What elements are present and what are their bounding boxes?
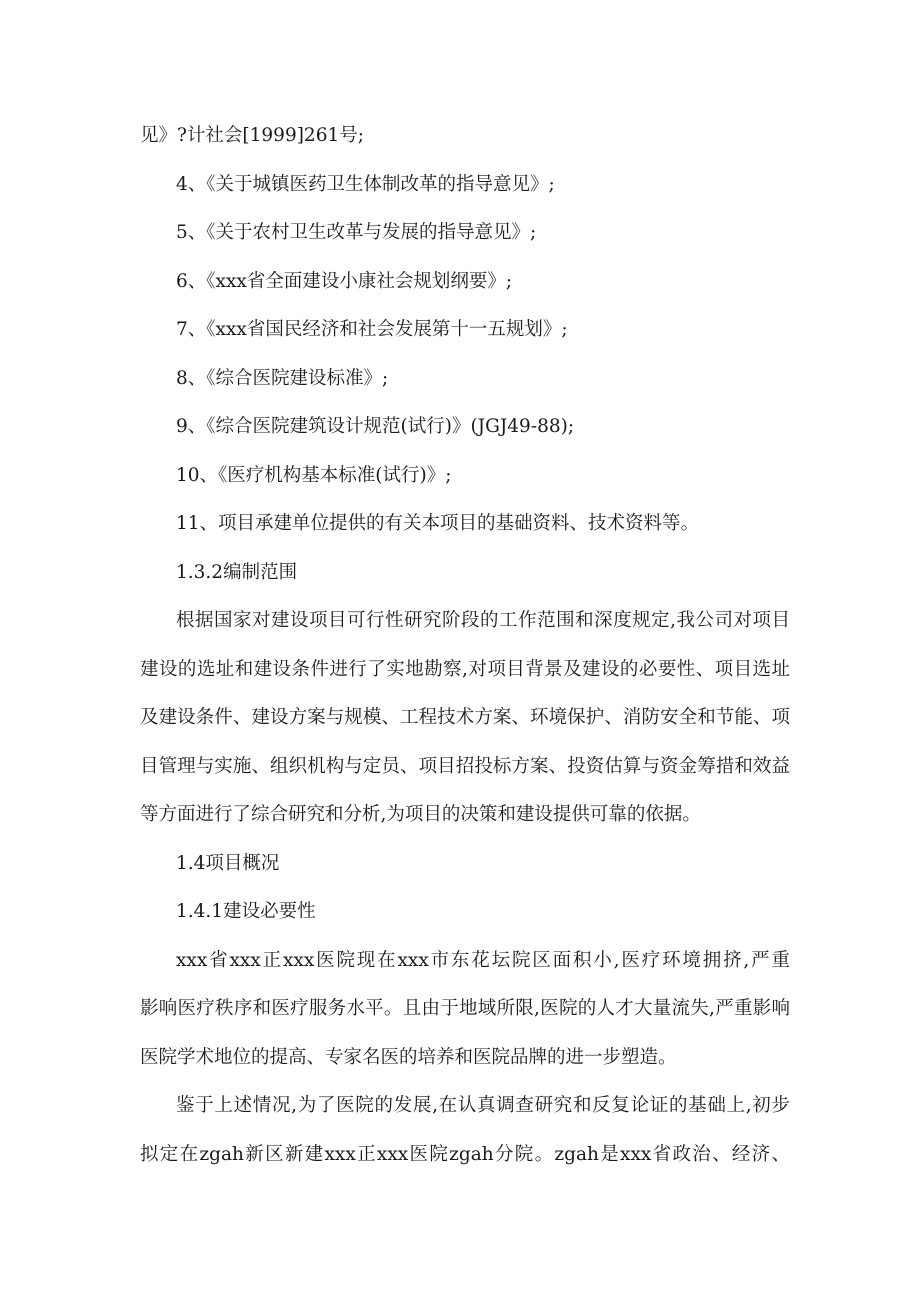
text-line-regulation-ref-continued: 见》?计社会[1999]261号; [140,125,364,146]
paragraph-plan-line-1: 鉴于上述情况,为了医院的发展,在认真调查研究和反复论证的基础上,初步 [176,1095,790,1116]
text-line-item-6: 6、《xxx省全面建设小康社会规划纲要》; [176,271,513,292]
paragraph-scope-line-3: 及建设条件、建设方案与规模、工程技术方案、环境保护、消防安全和节能、项 [140,707,790,728]
text-line-item-5: 5、《关于农村卫生改革与发展的指导意见》; [176,222,537,243]
text-line-item-10: 10、《医疗机构基本标准(试行)》; [176,465,452,486]
paragraph-scope-line-4: 目管理与实施、组织机构与定员、项目招投标方案、投资估算与资金筹措和效益 [140,756,790,777]
section-heading-1-4-1: 1.4.1建设必要性 [176,901,316,922]
text-line-item-7: 7、《xxx省国民经济和社会发展第十一五规划》; [176,319,568,340]
section-heading-1-4: 1.4项目概况 [176,853,280,874]
paragraph-scope-line-1: 根据国家对建设项目可行性研究阶段的工作范围和深度规定,我公司对项目 [176,610,790,631]
text-line-item-11: 11、项目承建单位提供的有关本项目的基础资料、技术资料等。 [176,513,700,534]
text-line-item-9: 9、《综合医院建筑设计规范(试行)》(JGJ49-88); [176,416,575,437]
section-heading-1-3-2: 1.3.2编制范围 [176,562,298,583]
paragraph-scope-line-5: 等方面进行了综合研究和分析,为项目的决策和建设提供可靠的依据。 [140,804,701,825]
paragraph-necessity-line-3: 医院学术地位的提高、专家名医的培养和医院品牌的进一步塑造。 [140,1047,677,1068]
paragraph-scope-line-2: 建设的选址和建设条件进行了实地勘察,对项目背景及建设的必要性、项目选址 [140,659,790,680]
text-line-item-8: 8、《综合医院建设标准》; [176,368,389,389]
paragraph-necessity-line-1: xxx省xxx正xxx医院现在xxx市东花坛院区面积小,医疗环境拥挤,严重 [176,950,790,971]
text-line-item-4: 4、《关于城镇医药卫生体制改革的指导意见》; [176,174,555,195]
paragraph-plan-line-2: 拟定在zgah新区新建xxx正xxx医院zgah分院。zgah是xxx省政治、经济、 [140,1144,790,1165]
paragraph-necessity-line-2: 影响医疗秩序和医疗服务水平。且由于地域所限,医院的人才大量流失,严重影响 [140,998,790,1019]
